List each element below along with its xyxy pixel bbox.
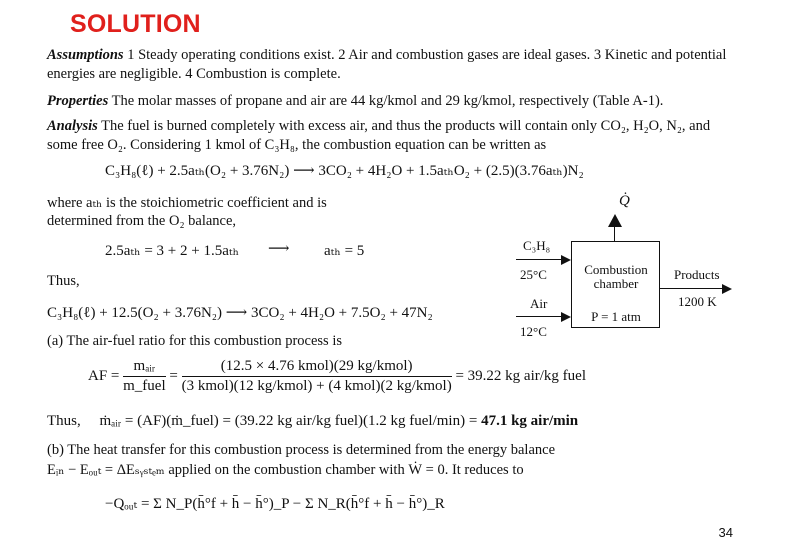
assumptions-paragraph <box>47 46 742 84</box>
thus-label-2: Thus, <box>47 413 81 429</box>
properties-label: Properties <box>47 93 109 109</box>
fuel-arrow-shaft <box>516 259 562 260</box>
air-arrow-icon <box>561 312 571 322</box>
properties-paragraph <box>47 92 742 111</box>
heat-label: Q̇ <box>619 193 630 209</box>
air-flow-answer: 47.1 kg air/min <box>481 413 579 429</box>
air-label: Air <box>530 296 548 311</box>
part-a-text: (a) The air-fuel ratio for this combustion process is <box>47 333 342 349</box>
o2-balance-result: aₜₕ = 5 <box>324 243 365 259</box>
air-temp: 12°C <box>520 324 547 339</box>
af-numerator: (12.5 × 4.76 kmol)(29 kg/kmol) <box>182 358 452 377</box>
chamber-pressure: P = 1 atm <box>591 309 641 324</box>
af-mass-fuel: m_fuel <box>123 378 166 394</box>
heat-arrow-icon <box>608 214 622 227</box>
combustion-equation-general: C₃H₈(ℓ) + 2.5aₜₕ(O₂ + 3.76N₂) ⟶ 3CO₂ + 4H₂O + 1.5aₜₕO₂ + (2.5)(3.76aₜₕ)N₂ <box>105 163 584 179</box>
stoich-text-line2: determined from the O₂ balance, <box>47 213 237 229</box>
part-b-line2: Eᵢₙ − Eₒᵤₜ = ΔEₛᵧₛₜₑₘ applied on the combustion chamber with Ẇ = 0. It reduces to <box>47 462 524 478</box>
solution-title: SOLUTION <box>70 10 201 38</box>
products-arrow-icon <box>722 284 732 294</box>
assumptions-text: 1 Steady operating conditions exist. 2 Air and combustion gases are ideal gases. 3 Kinetic and potential energies are negligible. 4 Combustion is complete. <box>47 47 727 82</box>
energy-balance-equation: −Qₒᵤₜ = Σ N_P(h̄°f + h̄ − h̄°)_P − Σ N_R(h̄°f + h̄ − h̄°)_R <box>105 496 445 512</box>
fuel-label: C₃H₈ <box>523 238 551 253</box>
o2-balance-left: 2.5aₜₕ = 3 + 2 + 1.5aₜₕ <box>105 243 240 259</box>
assumptions-label: Assumptions <box>47 47 124 63</box>
air-fuel-ratio-equation <box>88 358 586 395</box>
heat-arrow-shaft <box>614 226 615 241</box>
products-temp: 1200 K <box>678 294 717 309</box>
af-result: = 39.22 kg air/kg fuel <box>455 367 586 384</box>
af-denominator: (3 kmol)(12 kg/kmol) + (4 kmol)(2 kg/kmol) <box>181 378 452 394</box>
analysis-paragraph <box>47 117 742 155</box>
chamber-label-line1: Combustion <box>584 262 648 277</box>
air-flow-equation <box>47 413 578 430</box>
af-lhs: AF = <box>88 367 120 384</box>
af-mass-ratio <box>123 358 166 395</box>
properties-text: The molar masses of propane and air are 44 kg/kmol and 29 kg/kmol, respectively (Table A-1). <box>108 93 664 109</box>
thus-label-1: Thus, <box>47 273 80 289</box>
fuel-temp: 25°C <box>520 267 547 282</box>
af-numeric-ratio <box>182 358 452 395</box>
air-arrow-shaft <box>516 316 562 317</box>
af-mass-air: mₐᵢᵣ <box>123 358 166 377</box>
fuel-arrow-icon <box>561 255 571 265</box>
air-flow-expression: ṁₐᵢᵣ = (AF)(ṁ_fuel) = (39.22 kg air/kg fuel)(1.2 kg fuel/min) = <box>99 413 482 429</box>
analysis-text: The fuel is burned completely with excess air, and thus the products will contain only CO₂, H₂O, N₂, and some free O₂. Considering 1 kmol of C₃H₈, the combustion equation can be written as <box>47 118 711 153</box>
part-b-line1: (b) The heat transfer for this combustion process is determined from the energy balance <box>47 442 556 458</box>
chamber-label-line2: chamber <box>593 276 639 291</box>
combustion-equation-actual: C₃H₈(ℓ) + 12.5(O₂ + 3.76N₂) ⟶ 3CO₂ + 4H₂O + 7.5O₂ + 47N₂ <box>47 305 433 321</box>
products-label: Products <box>674 267 720 282</box>
o2-balance-arrow: ⟶ <box>268 241 290 257</box>
af-equals: = <box>169 367 178 384</box>
page-number: 34 <box>718 525 733 540</box>
analysis-label: Analysis <box>47 118 98 134</box>
stoich-text-line1: where aₜₕ is the stoichiometric coefficient and is <box>47 195 327 211</box>
products-arrow-shaft <box>659 288 723 289</box>
